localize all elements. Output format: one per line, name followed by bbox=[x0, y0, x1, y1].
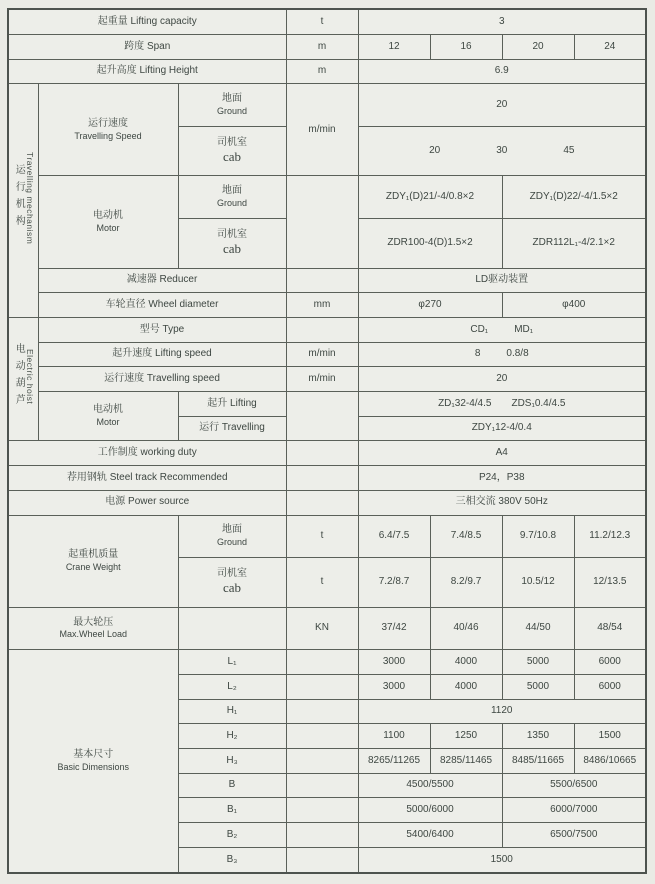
row-hoist-lifting-speed bbox=[8, 342, 646, 367]
row-working-duty bbox=[8, 441, 646, 466]
max-wheel-load-value: 37/42 bbox=[358, 607, 430, 650]
dimension-unit-empty bbox=[286, 773, 358, 798]
dimension-sublabel: H₁ bbox=[178, 699, 286, 724]
power-source-unit-empty bbox=[286, 490, 358, 515]
span-value: 16 bbox=[430, 35, 502, 60]
travelling-speed-cab-values: 20 30 45 bbox=[358, 127, 646, 176]
row-hoist-motor-lifting bbox=[8, 392, 646, 417]
cab-sublabel: 司机室 cab bbox=[178, 219, 286, 268]
dimension-unit-empty bbox=[286, 650, 358, 675]
hoist-lifting-speed-values: 8 0.8/8 bbox=[358, 342, 646, 367]
dimension-unit-empty bbox=[286, 749, 358, 774]
steel-track-label: 荐用钢轨 Steel track Recommended bbox=[8, 466, 286, 491]
travelling-mechanism-vertical-label: 运行机构 Travelling mechanism bbox=[13, 152, 35, 245]
lifting-capacity-unit: t bbox=[286, 9, 358, 35]
max-wheel-load-unit: KN bbox=[286, 607, 358, 650]
dimension-value: 1350 bbox=[502, 724, 574, 749]
dimension-sublabel: H₂ bbox=[178, 724, 286, 749]
dimension-value: 4000 bbox=[430, 674, 502, 699]
dimension-value: 4500/5500 bbox=[358, 773, 502, 798]
wheel-diameter-value: φ270 bbox=[358, 293, 502, 318]
row-power-source bbox=[8, 490, 646, 515]
span-unit: m bbox=[286, 35, 358, 60]
max-wheel-load-sublabel-empty bbox=[178, 607, 286, 650]
lifting-capacity-label: 起重量 Lifting capacity bbox=[8, 9, 286, 35]
dimension-value: 8285/11465 bbox=[430, 749, 502, 774]
wheel-diameter-label: 车轮直径 Wheel diameter bbox=[38, 293, 286, 318]
working-duty-label: 工作制度 working duty bbox=[8, 441, 286, 466]
dimension-value: 8485/11665 bbox=[502, 749, 574, 774]
dimension-value: 1500 bbox=[358, 847, 646, 873]
crane-weight-ground-value: 7.4/8.5 bbox=[430, 515, 502, 558]
crane-specification-table bbox=[7, 8, 647, 874]
dimension-value: 5500/6500 bbox=[502, 773, 646, 798]
reducer-label: 减速器 Reducer bbox=[38, 268, 286, 293]
row-wheel-diameter bbox=[8, 293, 646, 318]
travel-motor-cab-value: ZDR112L₁-4/2.1×2 bbox=[502, 219, 646, 268]
row-hoist-travelling-speed bbox=[8, 367, 646, 392]
crane-weight-cab-value: 10.5/12 bbox=[502, 558, 574, 607]
dimension-value: 6500/7500 bbox=[502, 823, 646, 848]
ground-sublabel: 地面 Ground bbox=[178, 84, 286, 127]
hoist-travelling-speed-value: 20 bbox=[358, 367, 646, 392]
row-travel-motor-ground bbox=[8, 176, 646, 219]
lifting-height-unit: m bbox=[286, 59, 358, 84]
crane-weight-cab-value: 8.2/9.7 bbox=[430, 558, 502, 607]
hoist-type-values: CD₁ MD₁ bbox=[358, 317, 646, 342]
span-label: 跨度 Span bbox=[8, 35, 286, 60]
crane-weight-label: 起重机质量 Crane Weight bbox=[8, 515, 178, 607]
dimension-value: 5000/6000 bbox=[358, 798, 502, 823]
max-wheel-load-value: 44/50 bbox=[502, 607, 574, 650]
row-travelling-speed-ground bbox=[8, 84, 646, 127]
dimension-value: 5400/6400 bbox=[358, 823, 502, 848]
crane-weight-cab-value: 12/13.5 bbox=[574, 558, 646, 607]
dimension-sublabel: L₁ bbox=[178, 650, 286, 675]
crane-weight-ground-value: 11.2/12.3 bbox=[574, 515, 646, 558]
hoist-motor-label: 电动机 Motor bbox=[38, 392, 178, 441]
travelling-speed-label: 运行速度 Travelling Speed bbox=[38, 84, 178, 176]
dimension-value: 5000 bbox=[502, 650, 574, 675]
section-electric-hoist bbox=[8, 317, 38, 441]
travelling-speed-unit: m/min bbox=[286, 84, 358, 176]
hoist-motor-unit-empty bbox=[286, 392, 358, 441]
dimension-value: 1500 bbox=[574, 724, 646, 749]
hoist-motor-lifting-values: ZD₁32-4/4.5 ZDS₁0.4/4.5 bbox=[358, 392, 646, 417]
dimension-unit-empty bbox=[286, 847, 358, 873]
ground-sublabel: 地面 Ground bbox=[178, 176, 286, 219]
cab-sublabel: 司机室 cab bbox=[178, 558, 286, 607]
lifting-capacity-value: 3 bbox=[358, 9, 646, 35]
cab-sublabel: 司机室 cab bbox=[178, 127, 286, 176]
row-max-wheel-load bbox=[8, 607, 646, 650]
working-duty-value: A4 bbox=[358, 441, 646, 466]
reducer-value: LD驱动装置 bbox=[358, 268, 646, 293]
row-reducer bbox=[8, 268, 646, 293]
dimension-unit-empty bbox=[286, 823, 358, 848]
hoist-lifting-speed-label: 起升速度 Lifting speed bbox=[38, 342, 286, 367]
section-travelling-mechanism bbox=[8, 84, 38, 318]
dimension-value: 1250 bbox=[430, 724, 502, 749]
electric-hoist-vertical-label: 电动葫芦 Electric hoist bbox=[13, 342, 35, 411]
hoist-motor-lifting-sublabel: 起升 Lifting bbox=[178, 392, 286, 417]
dimension-value: 6000 bbox=[574, 650, 646, 675]
max-wheel-load-value: 48/54 bbox=[574, 607, 646, 650]
working-duty-unit-empty bbox=[286, 441, 358, 466]
dimension-value: 6000/7000 bbox=[502, 798, 646, 823]
max-wheel-load-value: 40/46 bbox=[430, 607, 502, 650]
span-value: 12 bbox=[358, 35, 430, 60]
wheel-diameter-value: φ400 bbox=[502, 293, 646, 318]
hoist-travelling-speed-unit: m/min bbox=[286, 367, 358, 392]
hoist-type-label: 型号 Type bbox=[38, 317, 286, 342]
crane-weight-ground-unit: t bbox=[286, 515, 358, 558]
dimension-sublabel: B₁ bbox=[178, 798, 286, 823]
ground-sublabel: 地面 Ground bbox=[178, 515, 286, 558]
travel-motor-ground-value: ZDY₁(D)21/-4/0.8×2 bbox=[358, 176, 502, 219]
power-source-label: 电源 Power source bbox=[8, 490, 286, 515]
dimension-unit-empty bbox=[286, 724, 358, 749]
travelling-speed-ground-value: 20 bbox=[358, 84, 646, 127]
crane-weight-cab-value: 7.2/8.7 bbox=[358, 558, 430, 607]
travel-motor-ground-value: ZDY₁(D)22/-4/1.5×2 bbox=[502, 176, 646, 219]
dimension-sublabel: L₂ bbox=[178, 674, 286, 699]
power-source-value: 三相交流 380V 50Hz bbox=[358, 490, 646, 515]
hoist-lifting-speed-unit: m/min bbox=[286, 342, 358, 367]
dimension-value: 6000 bbox=[574, 674, 646, 699]
dimension-value: 3000 bbox=[358, 674, 430, 699]
dimension-unit-empty bbox=[286, 699, 358, 724]
wheel-diameter-unit: mm bbox=[286, 293, 358, 318]
crane-weight-cab-unit: t bbox=[286, 558, 358, 607]
hoist-type-unit-empty bbox=[286, 317, 358, 342]
crane-weight-ground-value: 9.7/10.8 bbox=[502, 515, 574, 558]
dimension-sublabel: H₃ bbox=[178, 749, 286, 774]
dimension-sublabel: B₂ bbox=[178, 823, 286, 848]
travel-motor-label: 电动机 Motor bbox=[38, 176, 178, 268]
lifting-height-label: 起升高度 Lifting Height bbox=[8, 59, 286, 84]
reducer-unit-empty bbox=[286, 268, 358, 293]
travel-motor-cab-value: ZDR100-4(D)1.5×2 bbox=[358, 219, 502, 268]
dimension-value: 5000 bbox=[502, 674, 574, 699]
crane-weight-ground-value: 6.4/7.5 bbox=[358, 515, 430, 558]
dimension-value: 8265/11265 bbox=[358, 749, 430, 774]
row-steel-track bbox=[8, 466, 646, 491]
row-dimension-l1 bbox=[8, 650, 646, 675]
max-wheel-load-label: 最大轮压 Max.Wheel Load bbox=[8, 607, 178, 650]
row-lifting-capacity bbox=[8, 9, 646, 35]
row-crane-weight-ground bbox=[8, 515, 646, 558]
row-lifting-height bbox=[8, 59, 646, 84]
span-value: 20 bbox=[502, 35, 574, 60]
span-value: 24 bbox=[574, 35, 646, 60]
lifting-height-value: 6.9 bbox=[358, 59, 646, 84]
row-span bbox=[8, 35, 646, 60]
dimension-unit-empty bbox=[286, 798, 358, 823]
dimension-value: 1120 bbox=[358, 699, 646, 724]
hoist-motor-travelling-sublabel: 运行 Travelling bbox=[178, 416, 286, 441]
steel-track-value: P24，P38 bbox=[358, 466, 646, 491]
basic-dimensions-label: 基本尺寸 Basic Dimensions bbox=[8, 650, 178, 873]
dimension-sublabel: B bbox=[178, 773, 286, 798]
dimension-value: 1100 bbox=[358, 724, 430, 749]
dimension-unit-empty bbox=[286, 674, 358, 699]
dimension-value: 3000 bbox=[358, 650, 430, 675]
travel-motor-unit-empty bbox=[286, 176, 358, 268]
steel-track-unit-empty bbox=[286, 466, 358, 491]
hoist-motor-travelling-value: ZDY₁12-4/0.4 bbox=[358, 416, 646, 441]
hoist-travelling-speed-label: 运行速度 Travelling speed bbox=[38, 367, 286, 392]
dimension-value: 8486/10665 bbox=[574, 749, 646, 774]
dimension-value: 4000 bbox=[430, 650, 502, 675]
dimension-sublabel: B₃ bbox=[178, 847, 286, 873]
row-hoist-type bbox=[8, 317, 646, 342]
